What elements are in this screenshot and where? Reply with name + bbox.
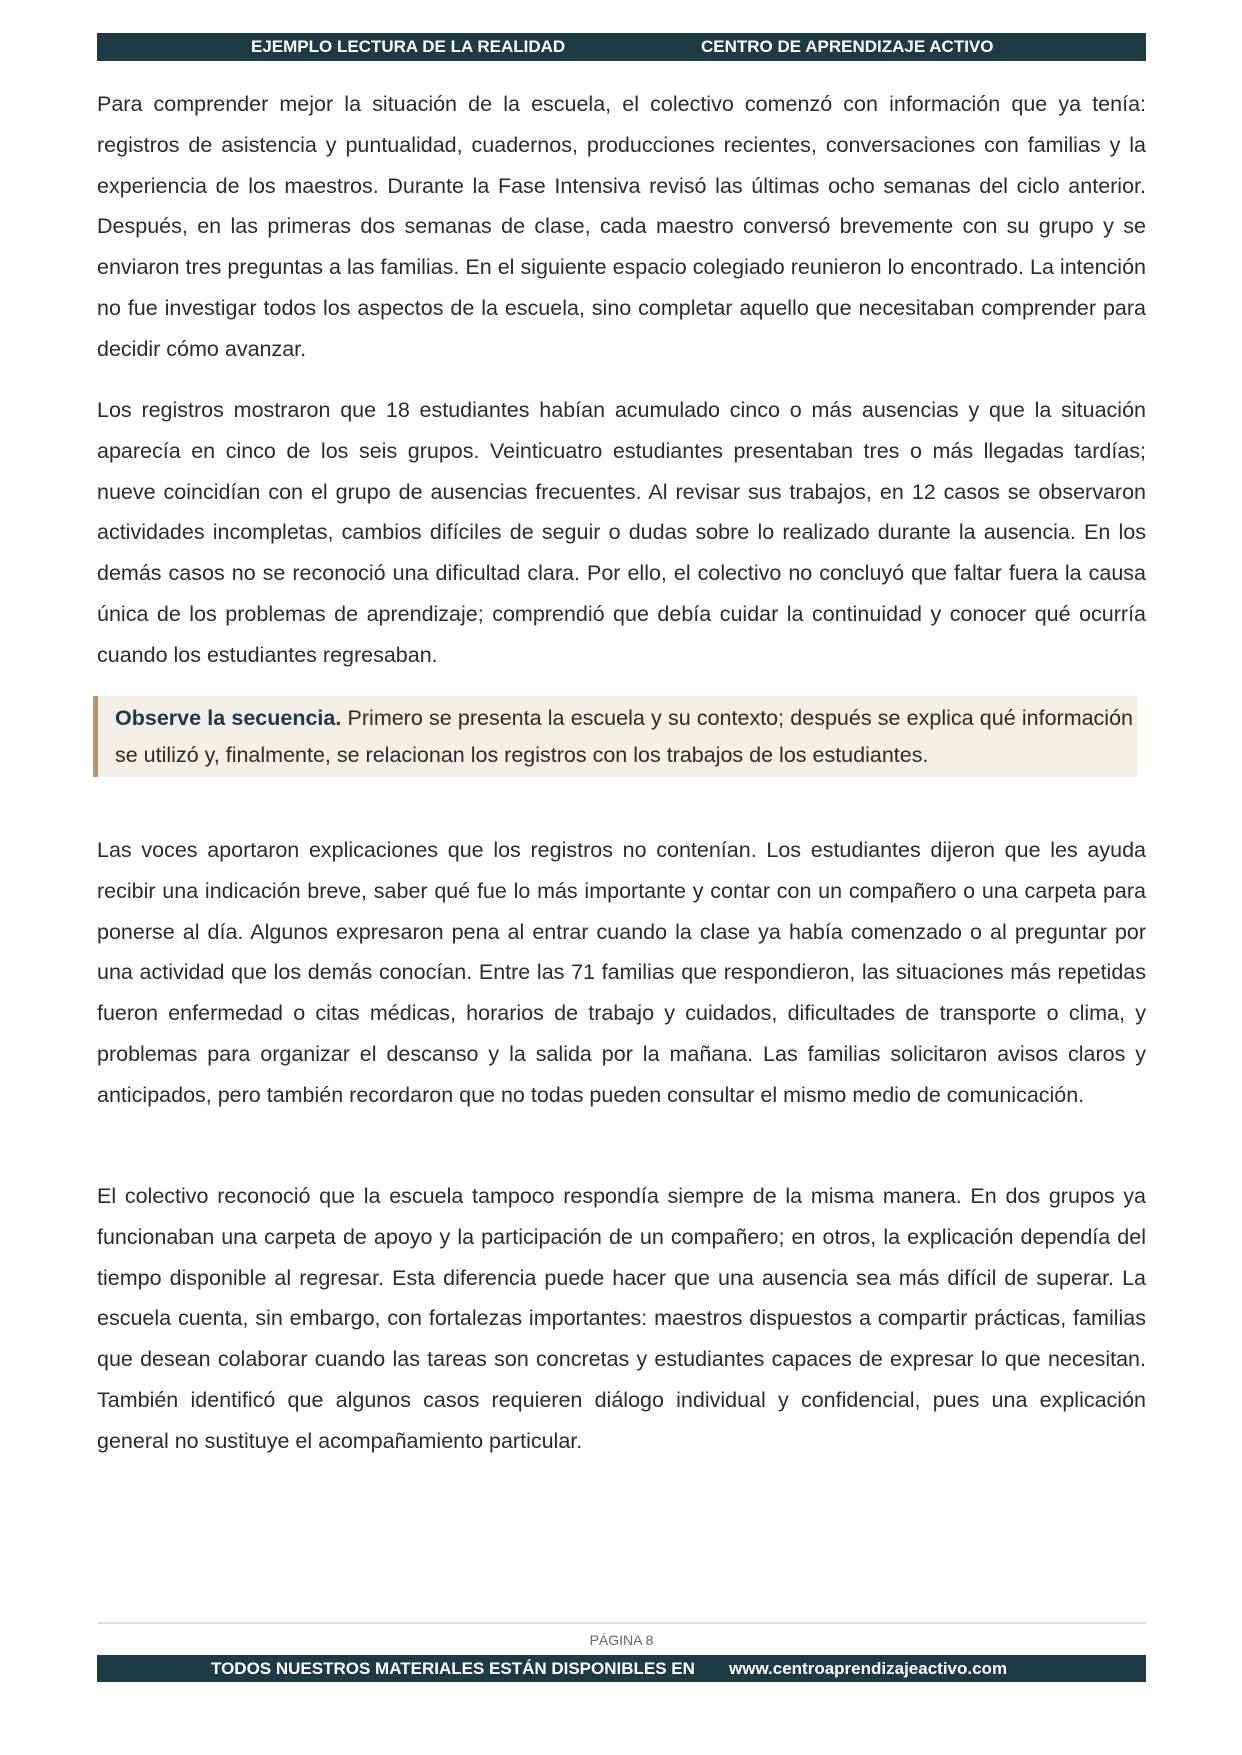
callout-text — [115, 700, 1133, 774]
website-link[interactable]: www.centroaprendizajeactivo.com — [729, 1659, 1008, 1678]
footer-availability-text: TODOS NUESTROS MATERIALES ESTÁN DISPONIBLES EN — [211, 1659, 695, 1678]
callout-lead: Observe la secuencia. — [115, 706, 342, 730]
footer-website — [729, 1659, 1007, 1679]
page-header — [97, 33, 1146, 61]
callout-box — [93, 696, 1137, 777]
header-organization-name: CENTRO DE APRENDIZAJE ACTIVO — [701, 37, 994, 56]
callout-body: Primero se presenta la escuela y su contexto; después se explica qué información se utilizó y, finalmente, se relacionan los registros con los trabajos de los estudiantes. — [115, 706, 1134, 767]
header-document-title: EJEMPLO LECTURA DE LA REALIDAD — [251, 37, 566, 56]
page-footer — [97, 1655, 1146, 1682]
body-paragraph-2: Los registros mostraron que 18 estudiantes habían acumulado cinco o más ausencias y que la situación aparecía en cinco de los seis grupos. Veinticuatro estudiantes presentaban tres o más llegadas tardías; nueve coincidían con el grupo de ausencias frecuentes. Al revisar sus trabajos, en 12 casos se observaron actividades incompletas, cambios difíciles de seguir o dudas sobre lo realizado durante la ausencia. En los demás casos no se reconoció una dificultad clara. Por ello, el colectivo no concluyó que faltar fuera la causa única de los problemas de aprendizaje; comprendió que debía cuidar la continuidad y conocer qué ocurría cuando los estudiantes regresaban. — [97, 398, 1146, 667]
body-paragraph-4: El colectivo reconoció que la escuela tampoco respondía siempre de la misma manera. En dos grupos ya funcionaban una carpeta de apoyo y la participación de un compañero; en otros, la explicación dependía del tiempo disponible al regresar. Esta diferencia puede hacer que una ausencia sea más difícil de superar. La escuela cuenta, sin embargo, con fortalezas importantes: maestros dispuestos a compartir prácticas, familias que desean colaborar cuando las tareas son concretas y estudiantes capaces de expresar lo que necesitan. También identificó que algunos casos requieren diálogo individual y confidencial, pues una explicación general no sustituye el acompañamiento particular. — [97, 1184, 1146, 1453]
body-paragraph-3: Las voces aportaron explicaciones que los registros no contenían. Los estudiantes dijeron que les ayuda recibir una indicación breve, saber qué fue lo más importante y contar con un compañero o una carpeta para ponerse al día. Algunos expresaron pena al entrar cuando la clase ya había comenzado o al preguntar por una actividad que los demás conocían. Entre las 71 familias que respondieron, las situaciones más repetidas fueron enfermedad o citas médicas, horarios de trabajo y cuidados, dificultades de transporte o clima, y problemas para organizar el descanso y la salida por la mañana. Las familias solicitaron avisos claros y anticipados, pero también recordaron que no todas pueden consultar el mismo medio de comunicación. — [97, 838, 1146, 1107]
body-paragraph-1: Para comprender mejor la situación de la escuela, el colectivo comenzó con información que ya tenía: registros de asistencia y puntualidad, cuadernos, producciones recientes, conversaciones con familias y la experiencia de los maestros. Durante la Fase Intensiva revisó las últimas ocho semanas del ciclo anterior. Después, en las primeras dos semanas de clase, cada maestro conversó brevemente con su grupo y se enviaron tres preguntas a las familias. En el siguiente espacio colegiado reunieron lo encontrado. La intención no fue investigar todos los aspectos de la escuela, sino completar aquello que necesitaban comprender para decidir cómo avanzar. — [97, 92, 1146, 361]
footer-divider — [97, 1622, 1146, 1624]
page-number: PÁGINA 8 — [589, 1632, 654, 1648]
